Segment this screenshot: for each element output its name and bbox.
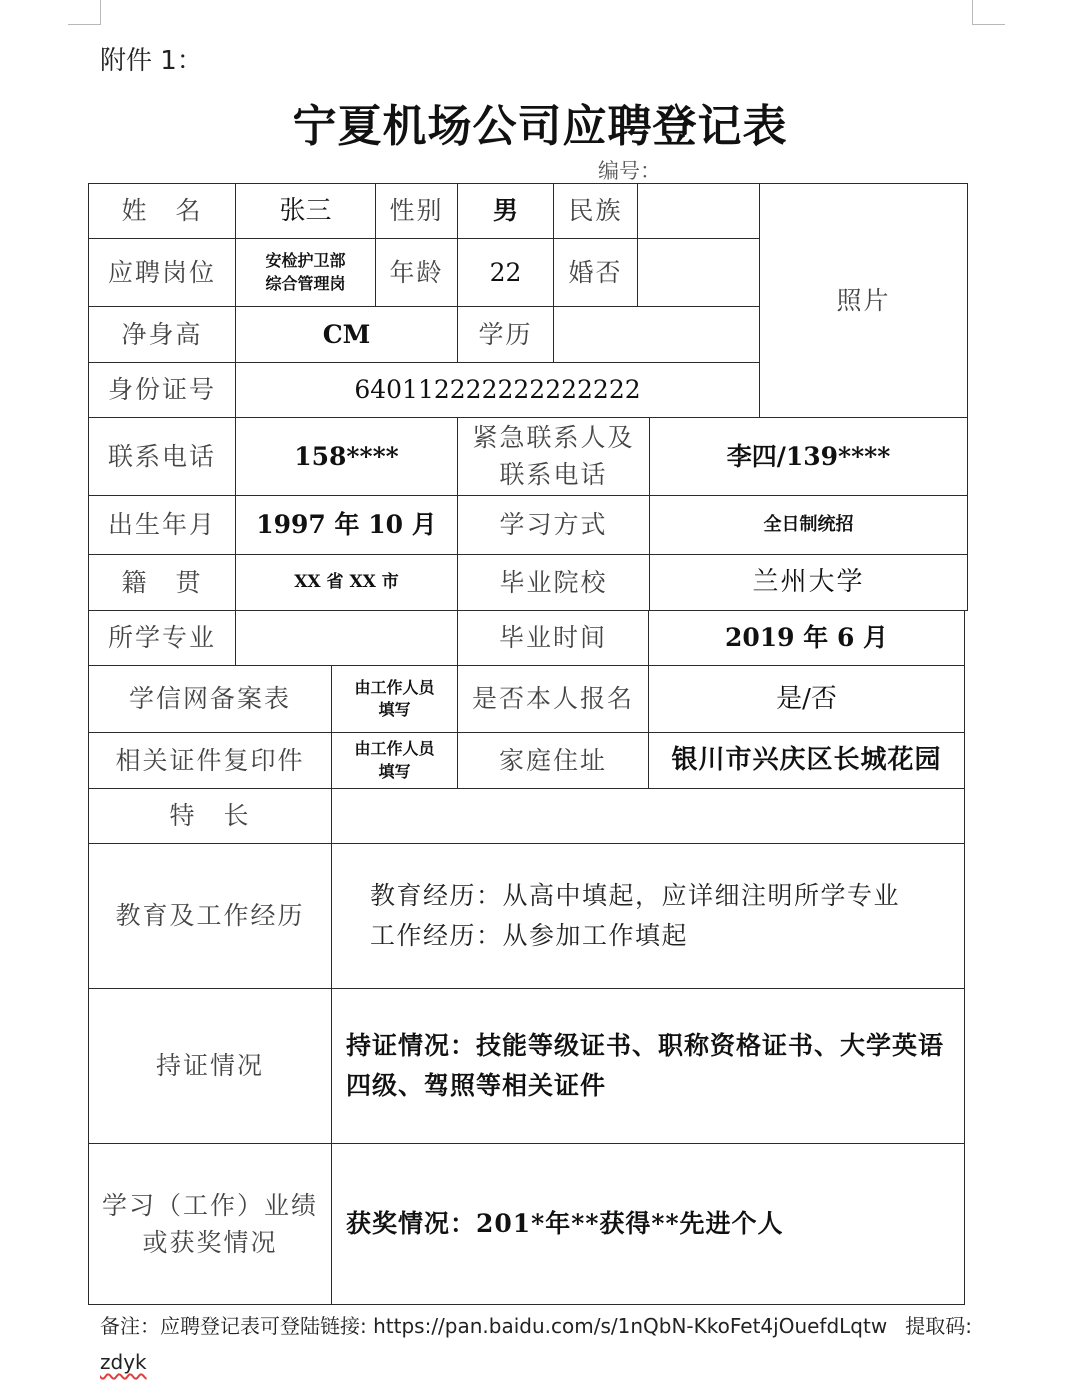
specialty-value[interactable] <box>331 788 965 844</box>
phone-value[interactable]: 158**** <box>235 417 458 496</box>
position-label: 应聘岗位 <box>88 238 236 307</box>
study-mode-value[interactable]: 全日制统招 <box>649 495 968 555</box>
birth-date-label: 出生年月 <box>88 495 236 555</box>
graduation-time-label: 毕业时间 <box>457 610 649 666</box>
education-value[interactable] <box>553 306 760 363</box>
graduation-time-value[interactable]: 2019 年 6 月 <box>648 610 965 666</box>
height-label: 净身高 <box>88 306 236 363</box>
age-value[interactable]: 22 <box>457 238 554 307</box>
awards-label: 学习（工作）业绩 或获奖情况 <box>88 1143 332 1305</box>
certificates-label: 持证情况 <box>88 988 332 1144</box>
self-registration-label: 是否本人报名 <box>457 665 649 733</box>
awards-value[interactable]: 获奖情况：201*年**获得**先进个人 <box>331 1143 965 1305</box>
certificates-value[interactable]: 持证情况：技能等级证书、职称资格证书、大学英语 四级、驾照等相关证件 <box>331 988 965 1144</box>
extraction-code: zdyk <box>100 1350 147 1374</box>
id-number-value[interactable]: 640112222222222222 <box>235 362 760 418</box>
study-mode-label: 学习方式 <box>457 495 650 555</box>
ethnicity-label: 民族 <box>553 183 638 239</box>
position-value[interactable]: 安检护卫部 综合管理岗 <box>235 238 376 307</box>
native-place-label: 籍 贯 <box>88 554 236 611</box>
gender-label: 性别 <box>375 183 458 239</box>
footnote-prefix: 备注：应聘登记表可登陆链接: <box>100 1314 367 1338</box>
gender-value[interactable]: 男 <box>457 183 554 239</box>
experience-label: 教育及工作经历 <box>88 843 332 989</box>
certificate-copy-value[interactable]: 由工作人员 填写 <box>331 732 458 789</box>
emergency-contact-label: 紧急联系人及 联系电话 <box>457 417 650 496</box>
marital-label: 婚否 <box>553 238 638 307</box>
id-number-label: 身份证号 <box>88 362 236 418</box>
height-value[interactable]: CM <box>235 306 458 363</box>
native-place-value[interactable]: XX 省 XX 市 <box>235 554 458 611</box>
extraction-code-label: 提取码: <box>905 1314 972 1338</box>
home-address-value[interactable]: 银川市兴庆区长城花园 <box>648 732 965 789</box>
experience-value[interactable]: 教育经历：从高中填起，应详细注明所学专业 工作经历：从参加工作填起 <box>331 843 965 989</box>
specialty-label: 特 长 <box>88 788 332 844</box>
footnote <box>100 1308 980 1380</box>
self-registration-value[interactable]: 是/否 <box>648 665 965 733</box>
education-label: 学历 <box>457 306 554 363</box>
school-label: 毕业院校 <box>457 554 650 611</box>
age-label: 年龄 <box>375 238 458 307</box>
ethnicity-value[interactable] <box>637 183 760 239</box>
major-value[interactable] <box>235 610 458 666</box>
chsi-record-label: 学信网备案表 <box>88 665 332 733</box>
school-value[interactable]: 兰州大学 <box>649 554 968 611</box>
phone-label: 联系电话 <box>88 417 236 496</box>
birth-date-value[interactable]: 1997 年 10 月 <box>235 495 458 555</box>
emergency-contact-value[interactable]: 李四/139**** <box>649 417 968 496</box>
marital-value[interactable] <box>637 238 760 307</box>
chsi-record-value[interactable]: 由工作人员 填写 <box>331 665 458 733</box>
photo-box[interactable]: 照片 <box>759 183 968 418</box>
certificate-copy-label: 相关证件复印件 <box>88 732 332 789</box>
page-title: 宁夏机场公司应聘登记表 <box>292 101 788 152</box>
home-address-label: 家庭住址 <box>457 732 649 789</box>
serial-number-label: 编号： <box>598 159 661 183</box>
major-label: 所学专业 <box>88 610 236 666</box>
download-link[interactable]: https://pan.baidu.com/s/1nQbN-KkoFet4jOuefdLqtw <box>373 1314 888 1338</box>
name-value[interactable]: 张三 <box>235 183 376 239</box>
name-label: 姓 名 <box>88 183 236 239</box>
attachment-label: 附件 1： <box>100 46 203 76</box>
